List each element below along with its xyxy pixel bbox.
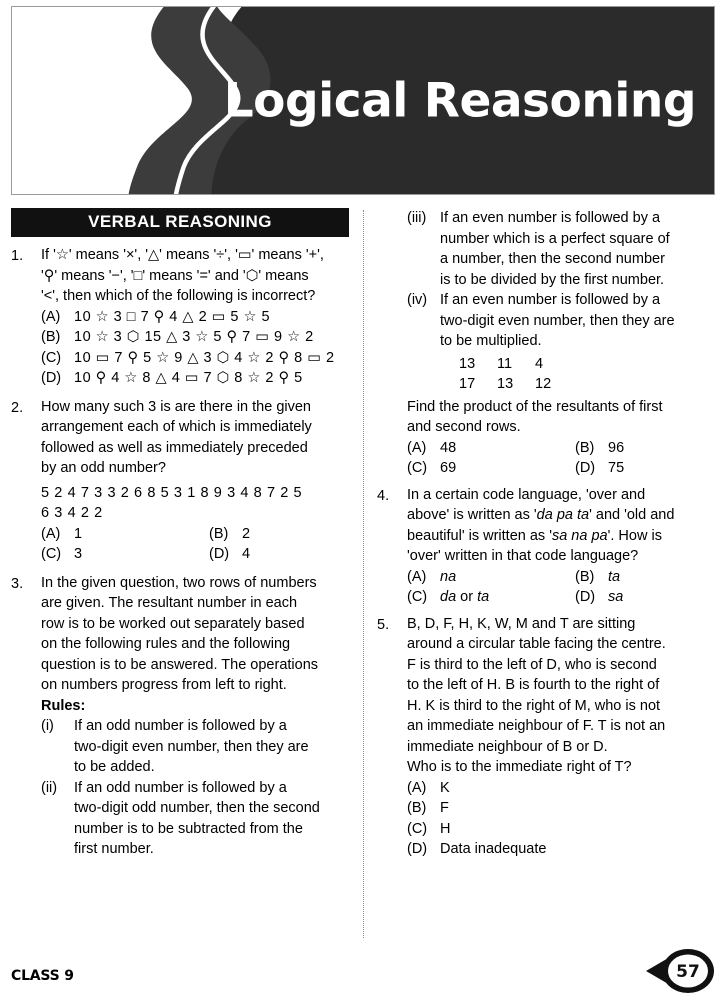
rule-text [74,778,349,860]
answer-options [41,307,349,389]
option-label: (C) [407,820,428,837]
question-2 [11,397,349,565]
question-5 [377,614,715,860]
question-stem-line: '<', then which of the following is incorrect? [41,288,316,304]
question-stem-line: H. K is third to the right of M, who is not [407,697,661,714]
question-stem-line: on numbers progress from left to right. [41,677,287,693]
question-3-continued [377,208,715,479]
question-stem-line: immediate neighbour of B or D. [407,738,608,755]
question-stem-line: Who is to the immediate right of T? [407,759,632,775]
number-cell: 13 [497,376,514,392]
option-value: na [440,568,457,585]
question-stem-line: row is to be worked out separately based [41,615,305,632]
option-value: 2 [242,525,251,542]
answer-option-a[interactable] [41,524,209,545]
option-label: (B) [407,800,427,816]
option-label: (D) [575,589,596,605]
question-number: 4. [377,487,390,504]
question-1 [11,245,349,389]
rule-text [440,208,715,290]
option-label: (C) [41,349,62,366]
question-3 [11,573,349,860]
question-stem-line: above' is written as 'da pa ta' and 'old and [407,507,675,523]
question-stem-line: are given. The resultant number in each [41,595,298,611]
number-sequence-line: 6 3 4 2 2 [41,505,103,521]
option-value: 69 [440,460,457,476]
number-cell: 12 [535,376,552,392]
rule-line: number is to be subtracted from the [74,820,303,837]
option-label: (A) [41,525,61,542]
answer-option-c[interactable] [407,458,575,479]
number-row-1 [459,354,715,375]
answer-option-a[interactable] [407,778,715,799]
question-body [407,485,715,608]
rule-line: If an even number is followed by a [440,210,661,226]
question-number: 1. [11,248,24,264]
question-stem-line: question is to be answered. The operations [41,656,319,673]
option-value: 1 [74,525,83,542]
question-stem-line: How many such 3 is are there in the given [41,398,311,415]
option-label: (D) [407,841,428,857]
rules-heading: Rules: [41,697,86,714]
question-stem-line: In the given question, two rows of numbers [41,574,317,591]
option-value: 10 ☆ 3 □ 7 ⚲ 4 △ 2 ▭ 5 ☆ 5 [74,308,271,325]
answer-option-b[interactable] [407,798,715,819]
question-stem-line: '⚲' means '−', '□' means '=' and '⬡' means [41,267,309,284]
question-stem-line: In a certain code language, 'over and [407,486,646,503]
option-label: (B) [209,525,229,542]
rule-item-iv [407,290,715,352]
option-label: (B) [575,439,595,456]
question-body [41,573,349,860]
question-4 [377,485,715,608]
question-stem-line: to the left of H. B is fourth to the right of [407,677,660,693]
question-stem-line: by an odd number? [41,460,166,476]
question-stem-line: B, D, F, H, K, W, M and T are sitting [407,615,636,632]
rule-line: number which is a perfect square of [440,230,670,247]
number-rows-block [407,354,715,395]
question-stem-line: an immediate neighbour of F. T is not an [407,718,666,734]
rule-number: (iv) [407,292,428,308]
answer-option-d[interactable] [209,544,349,565]
question-body [41,397,349,565]
answer-option-d[interactable] [41,368,349,389]
option-value: Data inadequate [440,841,547,857]
question-body [407,208,715,479]
rule-number: (ii) [41,779,58,796]
option-value: 10 ▭ 7 ⚲ 5 ☆ 9 △ 3 ⬡ 4 ☆ 2 ⚲ 8 ▭ 2 [74,349,335,366]
page-number: 57 [676,962,700,982]
answer-options [407,438,715,479]
option-value: 10 ☆ 3 ⬡ 15 △ 3 ☆ 5 ⚲ 7 ▭ 9 ☆ 2 [74,329,314,345]
chapter-banner [11,6,715,195]
answer-options [407,778,715,860]
answer-option-a[interactable] [407,567,575,588]
option-label: (A) [407,779,427,796]
question-stem-line: around a circular table facing the centre. [407,636,666,652]
question-body [407,614,715,860]
answer-option-a[interactable] [407,438,575,459]
number-cell: 13 [459,355,476,372]
answer-option-b[interactable] [575,567,715,588]
rule-line: is to be divided by the first number. [440,271,665,288]
answer-options [41,524,349,565]
option-label: (D) [575,460,596,476]
number-sequence-line: 5 2 4 7 3 3 2 6 8 5 3 1 8 9 3 4 8 7 2 5 [41,484,303,501]
class-label: CLASS 9 [11,968,74,984]
option-value: F [440,800,449,816]
rule-line: a number, then the second number [440,251,665,267]
option-value: 75 [608,460,625,476]
option-label: (C) [407,460,428,476]
answer-option-b[interactable] [41,327,349,348]
option-value: 48 [440,439,457,456]
question-number: 3. [11,575,24,592]
question-number-spacer [377,208,407,479]
rule-number: (iii) [407,210,427,226]
rule-item-ii [41,778,349,860]
answer-options [407,567,715,608]
rule-line: to be added. [74,759,155,775]
question-stem-line: F is third to the left of D, who is second [407,656,657,673]
rule-line: If an odd number is followed by a [74,718,287,734]
option-label: (D) [41,370,62,386]
rule-item-i [41,716,349,778]
question-stem-line: 'over' written in that code language? [407,548,639,564]
option-value: 10 ⚲ 4 ☆ 8 △ 4 ▭ 7 ⬡ 8 ☆ 2 ⚲ 5 [74,370,303,386]
answer-option-a[interactable] [41,307,349,328]
option-value: H [440,820,451,837]
option-label: (A) [407,439,427,456]
left-column [11,208,349,943]
option-value: ta [608,568,621,585]
answer-option-d[interactable] [575,587,715,608]
option-value: 4 [242,546,251,562]
option-value: 96 [608,439,625,456]
answer-option-c[interactable] [41,348,349,369]
question-stem-line: followed as well as immediately preceded [41,439,308,456]
number-cell: 4 [535,355,544,372]
option-label: (C) [407,589,428,605]
question-tail-line: Find the product of the resultants of first [407,398,663,415]
answer-option-d[interactable] [575,458,715,479]
page-title: Logical Reasoning [223,73,696,128]
rule-line: two-digit even number, then they are [440,312,675,329]
rule-line: If an odd number is followed by a [74,779,287,796]
option-value: K [440,779,450,796]
question-stem-line: If '☆' means '×', '△' means '÷', '▭' means '+', [41,247,324,263]
rule-line: two-digit odd number, then the second [74,800,320,816]
right-column [377,208,715,943]
number-cell: 11 [497,355,513,372]
rule-item-iii [407,208,715,290]
page-footer [0,948,726,1000]
question-stem-line: arrangement each of which is immediately [41,419,312,435]
answer-option-b[interactable] [209,524,349,545]
number-cell: 17 [459,376,476,392]
option-label: (B) [41,329,61,345]
answer-option-c[interactable] [41,544,209,565]
answer-option-c[interactable] [407,587,575,608]
question-number: 2. [11,399,24,416]
option-value: da or ta [440,589,490,605]
rule-line: to be multiplied. [440,333,542,349]
option-label: (D) [209,546,230,562]
rule-line: first number. [74,841,154,857]
rule-number: (i) [41,718,54,734]
rule-text [440,290,715,352]
question-stem-line: on the following rules and the following [41,636,291,652]
option-label: (A) [41,308,61,325]
option-label: (C) [41,546,62,562]
rule-text [74,716,349,778]
answer-option-b[interactable] [575,438,715,459]
option-label: (B) [575,568,595,585]
option-value: 3 [74,546,83,562]
rule-line: two-digit even number, then they are [74,738,309,755]
rule-line: If an even number is followed by a [440,292,661,308]
number-row-2 [459,374,715,395]
question-body [41,245,349,389]
question-number: 5. [377,616,390,633]
column-divider [363,210,364,938]
question-stem-line: beautiful' is written as 'sa na pa'. How is [407,527,662,544]
question-tail-line: and second rows. [407,419,521,435]
option-value: sa [608,589,624,605]
option-label: (A) [407,568,427,585]
content-columns [0,208,726,943]
answer-option-c[interactable] [407,819,715,840]
section-header-verbal-reasoning: VERBAL REASONING [11,208,349,237]
answer-option-d[interactable] [407,839,715,860]
